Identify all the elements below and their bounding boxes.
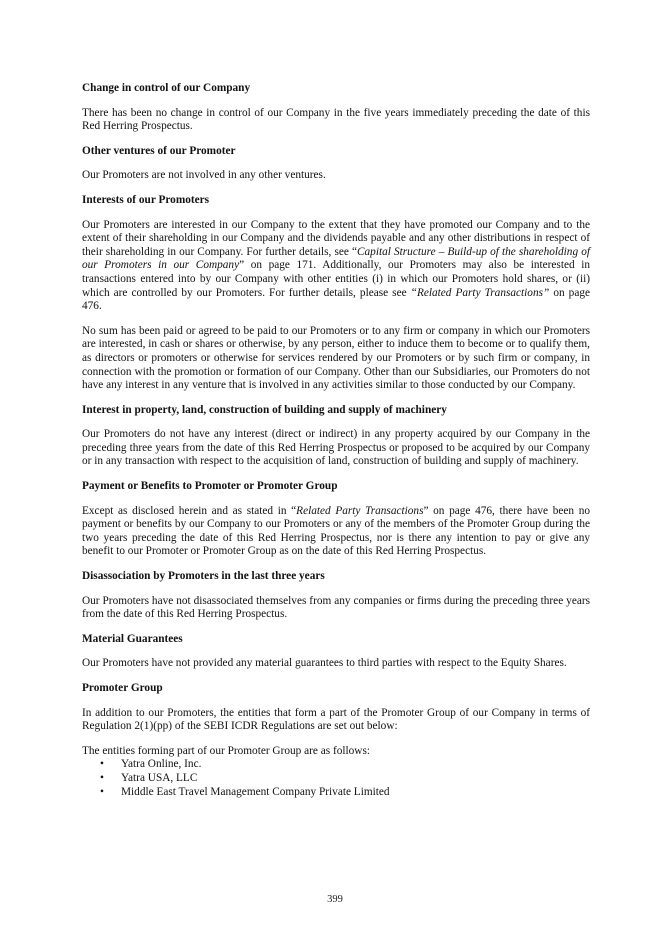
bullet-icon: • [100, 771, 104, 784]
paragraph-disassociation: Our Promoters have not disassociated themselves from any companies or firms during the preceding three years from the date of this Red Herring Prospectus. [82, 594, 590, 621]
paragraph-interests-1 [82, 219, 590, 314]
bullet-icon: • [100, 785, 104, 798]
text: Our Promoters are interested in our Company to the extent that they have promoted our Company and to the extent of their shareholding in our Company and the dividends payable and any other distributions in respect of their shareholding in our Company. For further details, see “ [82, 218, 590, 258]
paragraph-promoter-group-list-intro: The entities forming part of our Promoter Group are as follows: [82, 744, 370, 757]
paragraph-change-in-control: There has been no change in control of our Company in the five years immediately preceding the date of this Red Herring Prospectus. [82, 106, 590, 133]
cross-reference-related-party: Related Party Transactions [296, 504, 424, 517]
text: ” on page 476, there have been no payment or benefits by our Company to our Promoters or any of the members of the Promoter Group during the two years preceding the date of this Red Herring Prospectus, nor is there any intention to pay or give any benefit to our Promoter or Promoter Group as on the date of this Red Herring Prospectus. [82, 504, 590, 558]
page-number: 399 [327, 894, 343, 905]
paragraph-promoter-group-intro: In addition to our Promoters, the entities that form a part of the Promoter Group of our Company in terms of Regulation 2(1)(pp) of the SEBI ICDR Regulations are set out below: [82, 706, 590, 733]
paragraph-other-ventures: Our Promoters are not involved in any other ventures. [82, 169, 326, 182]
paragraph-interest-in-property: Our Promoters do not have any interest (direct or indirect) in any property acquired by our Company in the preceding three years from the date of this Red Herring Prospectus or proposed to be acquired by our Company or in any transaction with respect to the acquisition of land, construction of building and supply of machinery. [82, 428, 590, 468]
heading-change-in-control: Change in control of our Company [82, 82, 251, 94]
document-page [82, 82, 590, 799]
text: Except as disclosed herein and as stated in “ [82, 504, 297, 517]
bullet-icon: • [100, 758, 104, 771]
list-item [82, 758, 590, 772]
heading-promoter-group: Promoter Group [82, 682, 163, 694]
entity-name: Yatra Online, Inc. [121, 758, 202, 771]
cross-reference-capital-structure: Capital Structure – Build-up of the shareholding of our Promoters in our Company [82, 245, 590, 272]
entity-name: Yatra USA, LLC [121, 771, 198, 784]
heading-interest-in-property: Interest in property, land, construction of building and supply of machinery [82, 403, 447, 416]
promoter-group-entity-list [82, 758, 590, 799]
list-item [82, 786, 590, 800]
paragraph-interests-2: No sum has been paid or agreed to be paid to our Promoters or to any firm or company in which our Promoters are interested, in cash or shares or otherwise, by any person, either to induce them to become or to qualify them, as directors or promoters or otherwise for services rendered by our Promoters or by such firm or company, in connection with the promotion or formation of our Company. Other than our Subsidiaries, our Promoters do not have any interest in any venture that is involved in any activities similar to those conducted by our Company. [82, 324, 590, 392]
paragraph-payment-or-benefits [82, 505, 590, 559]
heading-disassociation: Disassociation by Promoters in the last three years [82, 570, 325, 583]
text: ” on page 171. Additionally, our Promoters may also be interested in transactions entered into by our Company with other entities (i) in which our Promoters hold shares, or (ii) which are controlled by our Promoters. For further details, please see [82, 259, 590, 299]
list-item [82, 772, 590, 786]
heading-payment-or-benefits: Payment or Benefits to Promoter or Promoter Group [82, 480, 338, 493]
text: on page 476. [82, 286, 590, 313]
heading-interests-of-promoters: Interests of our Promoters [82, 193, 210, 206]
paragraph-material-guarantees: Our Promoters have not provided any material guarantees to third parties with respect to the Equity Shares. [82, 657, 567, 670]
heading-material-guarantees: Material Guarantees [82, 632, 183, 645]
cross-reference-related-party: “Related Party Transactions” [410, 286, 550, 299]
entity-name: Middle East Travel Management Company Private Limited [121, 785, 390, 798]
heading-other-ventures: Other ventures of our Promoter [82, 144, 236, 157]
